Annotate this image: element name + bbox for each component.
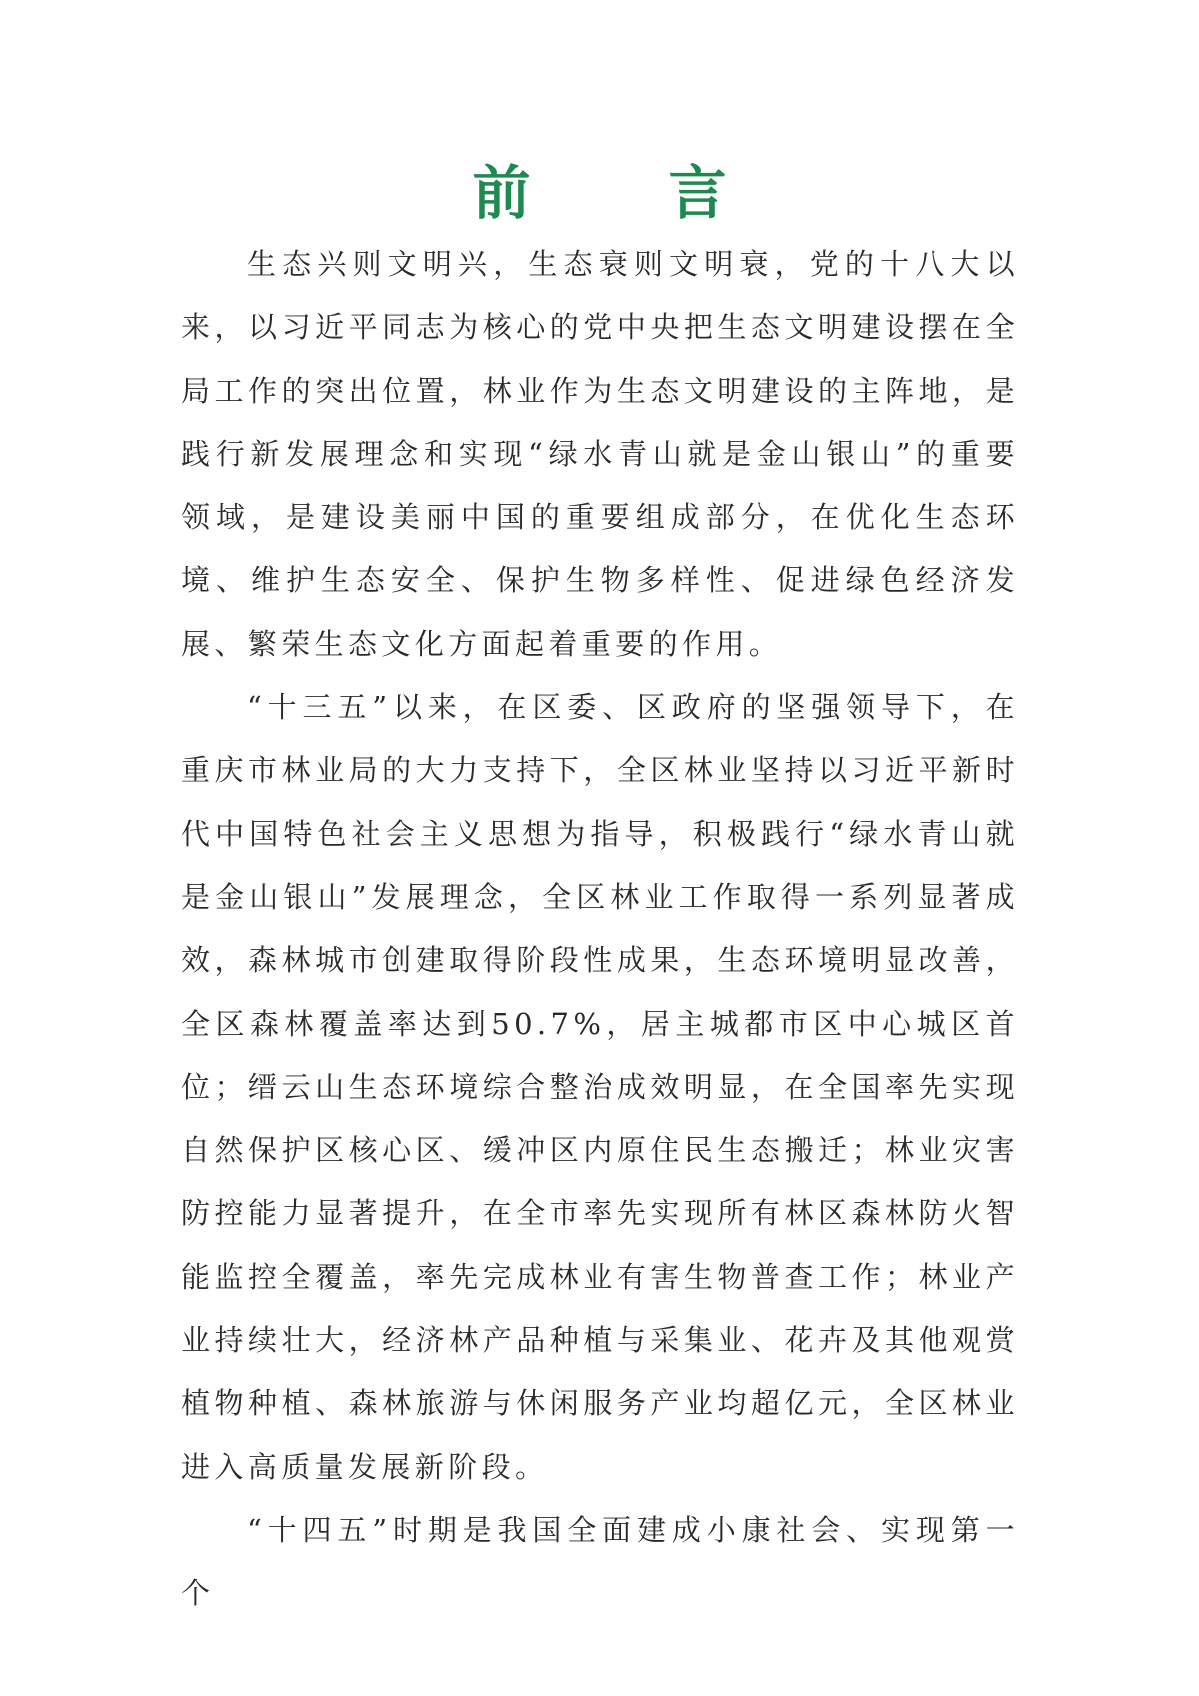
page-title: 前 言 [472, 159, 767, 227]
paragraph-fourteenth-five-year: “十四五”时期是我国全面建成小康社会、实现第一个 [181, 1512, 1019, 1611]
paragraph-thirteenth-five-year: “十三五”以来，在区委、区政府的坚强领导下，在重庆市林业局的大力支持下，全区林业坚持以习近平新时代中国特色社会主义思想为指导，积极践行“绿水青山就是金山银山”发展理念，全区林业工作取得一系列显著成效，森林城市创建取得阶段性成果，生态环境明显改善，全区森林覆盖率达到50.7%，居主城都市区中心城区首位；缙云山生态环境综合整治成效明显，在全国率先实现自然保护区核心区、缓冲区内原住民生态搬迁；林业灾害防控能力显著提升，在全市率先实现所有林区森林防火智能监控全覆盖，率先完成林业有害生物普查工作；林业产业持续壮大，经济林产品种植与采集业、花卉及其他观赏植物种植、森林旅游与休闲服务产业均超亿元，全区林业进入高质量发展新阶段。 [181, 690, 1019, 1484]
document-body [181, 233, 1019, 1626]
paragraph-intro: 生态兴则文明兴，生态衰则文明衰，党的十八大以来，以习近平同志为核心的党中央把生态文明建设摆在全局工作的突出位置，林业作为生态文明建设的主阵地，是践行新发展理念和实现“绿水青山就是金山银山”的重要领域，是建设美丽中国的重要组成部分，在优化生态环境、维护生态安全、保护生物多样性、促进绿色经济发展、繁荣生态文化方面起着重要的作用。 [181, 247, 1019, 661]
